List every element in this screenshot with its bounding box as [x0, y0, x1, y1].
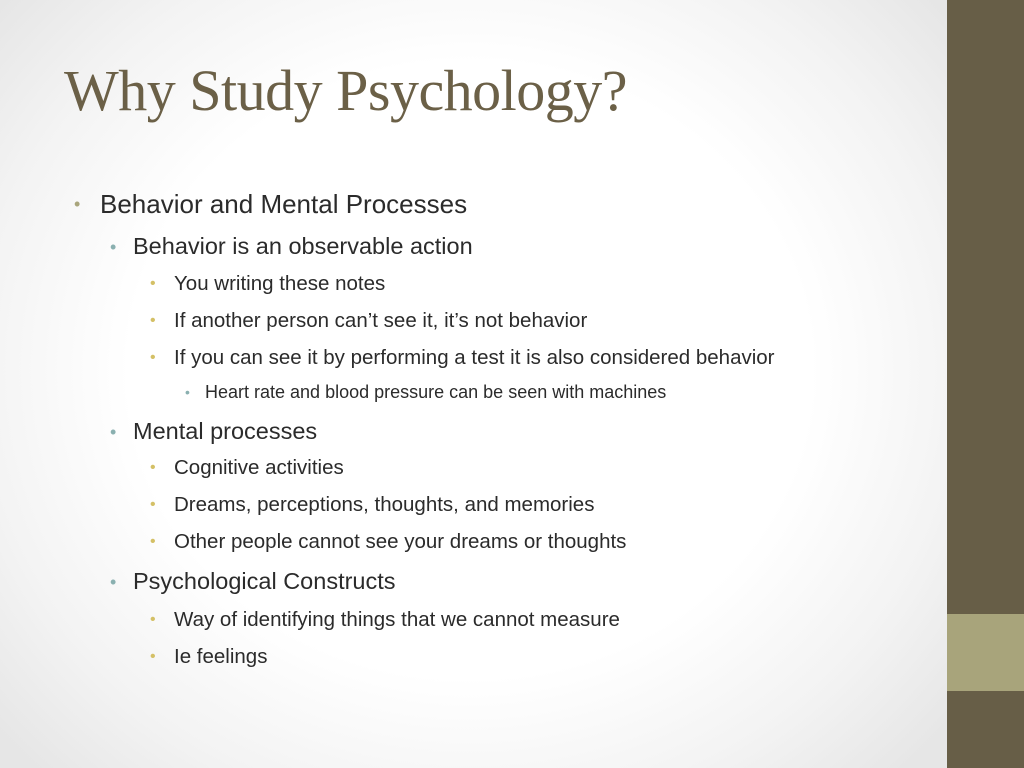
bullet-marker-level-3: •: [150, 312, 156, 329]
bullet-text-level-4: Heart rate and blood pressure can be seen with machines: [205, 382, 667, 402]
bullet-text-level-3: If another person can’t see it, it’s not behavior: [174, 309, 588, 332]
side-bar-accent: [947, 614, 1024, 691]
bullet-marker-level-3: •: [150, 533, 156, 550]
bullet-text-level-3: Way of identifying things that we cannot measure: [174, 608, 620, 631]
bullet-marker-level-3: •: [150, 275, 156, 292]
bullet-text-level-1: Behavior and Mental Processes: [100, 189, 468, 219]
bullet-text-level-3: Dreams, perceptions, thoughts, and memories: [174, 493, 595, 516]
bullet-marker-level-3: •: [150, 459, 156, 476]
bullet-text-level-3: Other people cannot see your dreams or thoughts: [174, 530, 627, 553]
bullet-marker-level-2: •: [110, 237, 117, 257]
bullet-text-level-3: Ie feelings: [174, 645, 268, 668]
bullet-marker-level-3: •: [150, 349, 156, 366]
bullet-text-level-3: Cognitive activities: [174, 456, 344, 479]
bullet-text-level-3: You writing these notes: [174, 272, 386, 295]
bullet-text-level-2: Behavior is an observable action: [133, 233, 473, 259]
bullet-marker-level-4: •: [185, 384, 190, 400]
slide-title: Why Study Psychology?: [64, 58, 628, 123]
bullet-marker-level-1: •: [74, 194, 81, 214]
bullet-text-level-2: Psychological Constructs: [133, 568, 396, 594]
bullet-marker-level-3: •: [150, 496, 156, 513]
bullet-text-level-2: Mental processes: [133, 418, 318, 444]
bullet-marker-level-2: •: [110, 422, 117, 442]
bullet-marker-level-3: •: [150, 611, 156, 628]
bullet-text-level-3: If you can see it by performing a test it is also considered behavior: [174, 346, 775, 369]
bullet-marker-level-3: •: [150, 648, 156, 665]
bullet-marker-level-2: •: [110, 572, 117, 592]
